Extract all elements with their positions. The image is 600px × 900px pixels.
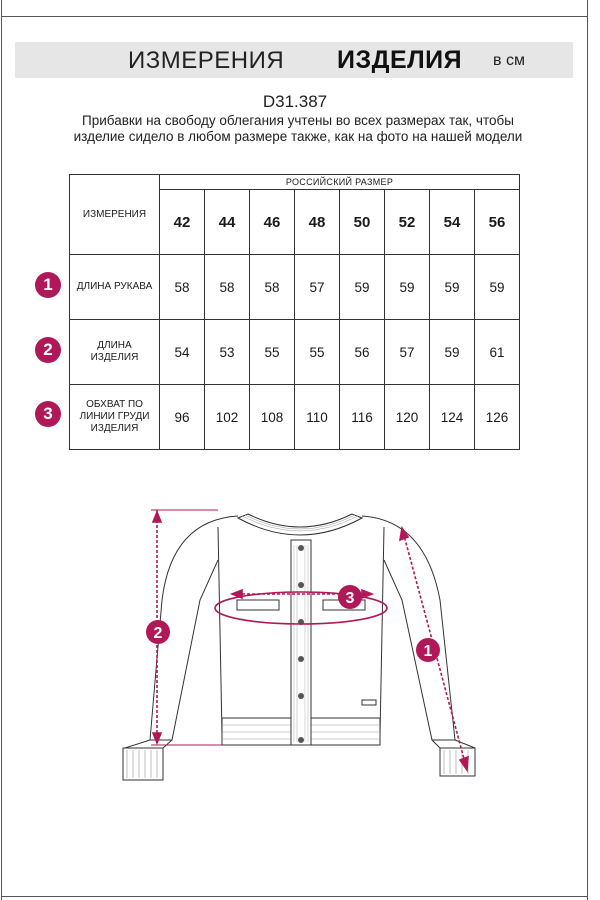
value-cell: 116 — [340, 385, 385, 450]
size-cell: 46 — [250, 190, 295, 255]
diagram-marker-2 — [146, 620, 170, 644]
svg-text:1: 1 — [423, 643, 433, 660]
measure-header: ИЗМЕРЕНИЯ — [70, 175, 160, 255]
size-cell: 52 — [385, 190, 430, 255]
neck-band — [238, 514, 362, 535]
title-product: ИЗДЕЛИЯ — [337, 46, 463, 74]
frame-top-line — [1, 16, 588, 17]
row-label-product-length: ДЛИНА ИЗДЕЛИЯ — [70, 320, 160, 385]
size-cell: 50 — [340, 190, 385, 255]
svg-text:3: 3 — [345, 590, 355, 607]
value-cell: 56 — [340, 320, 385, 385]
value-cell: 57 — [385, 320, 430, 385]
row-label-sleeve-length: ДЛИНА РУКАВА — [70, 255, 160, 320]
size-cell: 44 — [205, 190, 250, 255]
left-pocket — [237, 600, 279, 610]
size-cell: 42 — [160, 190, 205, 255]
value-cell: 58 — [205, 255, 250, 320]
size-group-header: РОССИЙСКИЙ РАЗМЕР — [160, 175, 520, 190]
size-cell: 56 — [475, 190, 520, 255]
value-cell: 120 — [385, 385, 430, 450]
svg-text:2: 2 — [153, 625, 163, 642]
value-cell: 59 — [385, 255, 430, 320]
value-cell: 110 — [295, 385, 340, 450]
table-row — [70, 385, 520, 450]
diagram-marker-3 — [338, 585, 362, 609]
row-marker-1: 1 — [35, 272, 61, 298]
frame-bottom-line — [1, 896, 588, 897]
value-cell: 59 — [430, 320, 475, 385]
brand-tag — [362, 700, 376, 705]
value-cell: 59 — [340, 255, 385, 320]
size-table — [69, 174, 520, 450]
row-label-chest-girth: ОБХВАТ ПО ЛИНИИ ГРУДИ ИЗДЕЛИЯ — [70, 385, 160, 450]
value-cell: 59 — [430, 255, 475, 320]
cardigan-diagram — [0, 480, 600, 800]
value-cell: 53 — [205, 320, 250, 385]
value-cell: 61 — [475, 320, 520, 385]
title-unit: в см — [493, 52, 525, 69]
title-measurements: ИЗМЕРЕНИЯ — [128, 47, 285, 74]
value-cell: 55 — [250, 320, 295, 385]
size-cell: 48 — [295, 190, 340, 255]
value-cell: 124 — [430, 385, 475, 450]
value-cell: 54 — [160, 320, 205, 385]
diagram-marker-1 — [416, 638, 440, 662]
size-cell: 54 — [430, 190, 475, 255]
value-cell: 57 — [295, 255, 340, 320]
table-row — [70, 320, 520, 385]
article-number: D31.387 — [262, 92, 328, 111]
row-marker-3: 3 — [35, 401, 61, 427]
fit-note: Прибавки на свободу облегания учтены во всех размерах так, чтобы изделие сидело в любом размере также, как на фото на нашей модели — [73, 113, 523, 144]
value-cell: 58 — [160, 255, 205, 320]
value-cell: 108 — [250, 385, 295, 450]
right-cuff — [440, 748, 475, 776]
value-cell: 59 — [475, 255, 520, 320]
value-cell: 58 — [250, 255, 295, 320]
value-cell: 55 — [295, 320, 340, 385]
value-cell: 126 — [475, 385, 520, 450]
row-marker-2: 2 — [35, 337, 61, 363]
title-bar — [15, 42, 573, 78]
table-row — [70, 255, 520, 320]
value-cell: 102 — [205, 385, 250, 450]
value-cell: 96 — [160, 385, 205, 450]
